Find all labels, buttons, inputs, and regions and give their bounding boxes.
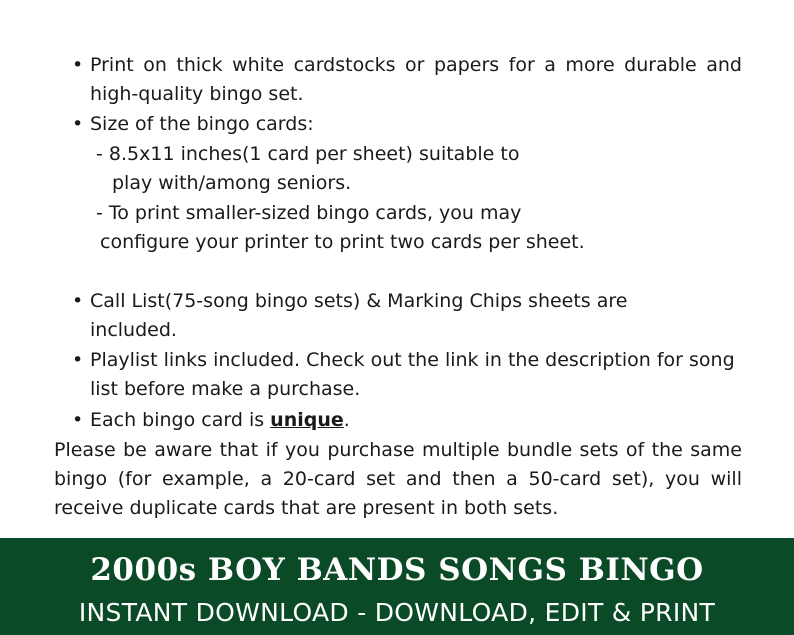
sub-item-smaller-line1: - To print smaller-sized bingo cards, you may	[96, 202, 522, 224]
bullet-marker: •	[72, 54, 84, 76]
unique-prefix: Each bingo card is	[90, 409, 271, 431]
banner-subtitle: INSTANT DOWNLOAD - DOWNLOAD, EDIT & PRINT	[78, 598, 716, 627]
title-banner	[0, 538, 794, 635]
sub-item-smaller-line2: configure your printer to print two cards per sheet.	[100, 231, 585, 253]
bullet-item-unique	[72, 406, 742, 435]
bullet-item-print-paper	[72, 51, 742, 109]
sub-item-size-line2: play with/among seniors.	[112, 172, 352, 194]
bullet-text: Print on thick white cardstocks or papers for a more durable and high-quality bingo set.	[90, 54, 742, 105]
banner-title: 2000s BOY BANDS SONGS BINGO	[90, 552, 704, 588]
bullet-text: Size of the bingo cards:	[90, 113, 314, 135]
bullet-text: Call List(75-song bingo sets) & Marking Chips sheets are included.	[90, 290, 628, 341]
bullet-marker: •	[72, 349, 84, 371]
bullet-text: Playlist links included. Check out the link in the description for song list before make a purchase.	[90, 349, 735, 400]
sub-item-size-line1: - 8.5x11 inches(1 card per sheet) suitable to	[96, 143, 520, 165]
unique-suffix: .	[343, 409, 350, 431]
bullet-marker: •	[72, 290, 84, 312]
bullet-marker: •	[72, 409, 84, 431]
unique-emphasis: unique	[270, 409, 344, 431]
bullet-item-playlist	[72, 346, 742, 404]
bullet-item-card-size	[72, 110, 742, 139]
bullet-marker: •	[72, 113, 84, 135]
duplicate-cards-note: Please be aware that if you purchase multiple bundle sets of the same bingo (for example, a 20-card set and then a 50-card set), you will receive duplicate cards that are present in both sets.	[54, 439, 742, 519]
bullet-text	[90, 406, 742, 435]
bullet-item-call-list	[72, 287, 662, 345]
